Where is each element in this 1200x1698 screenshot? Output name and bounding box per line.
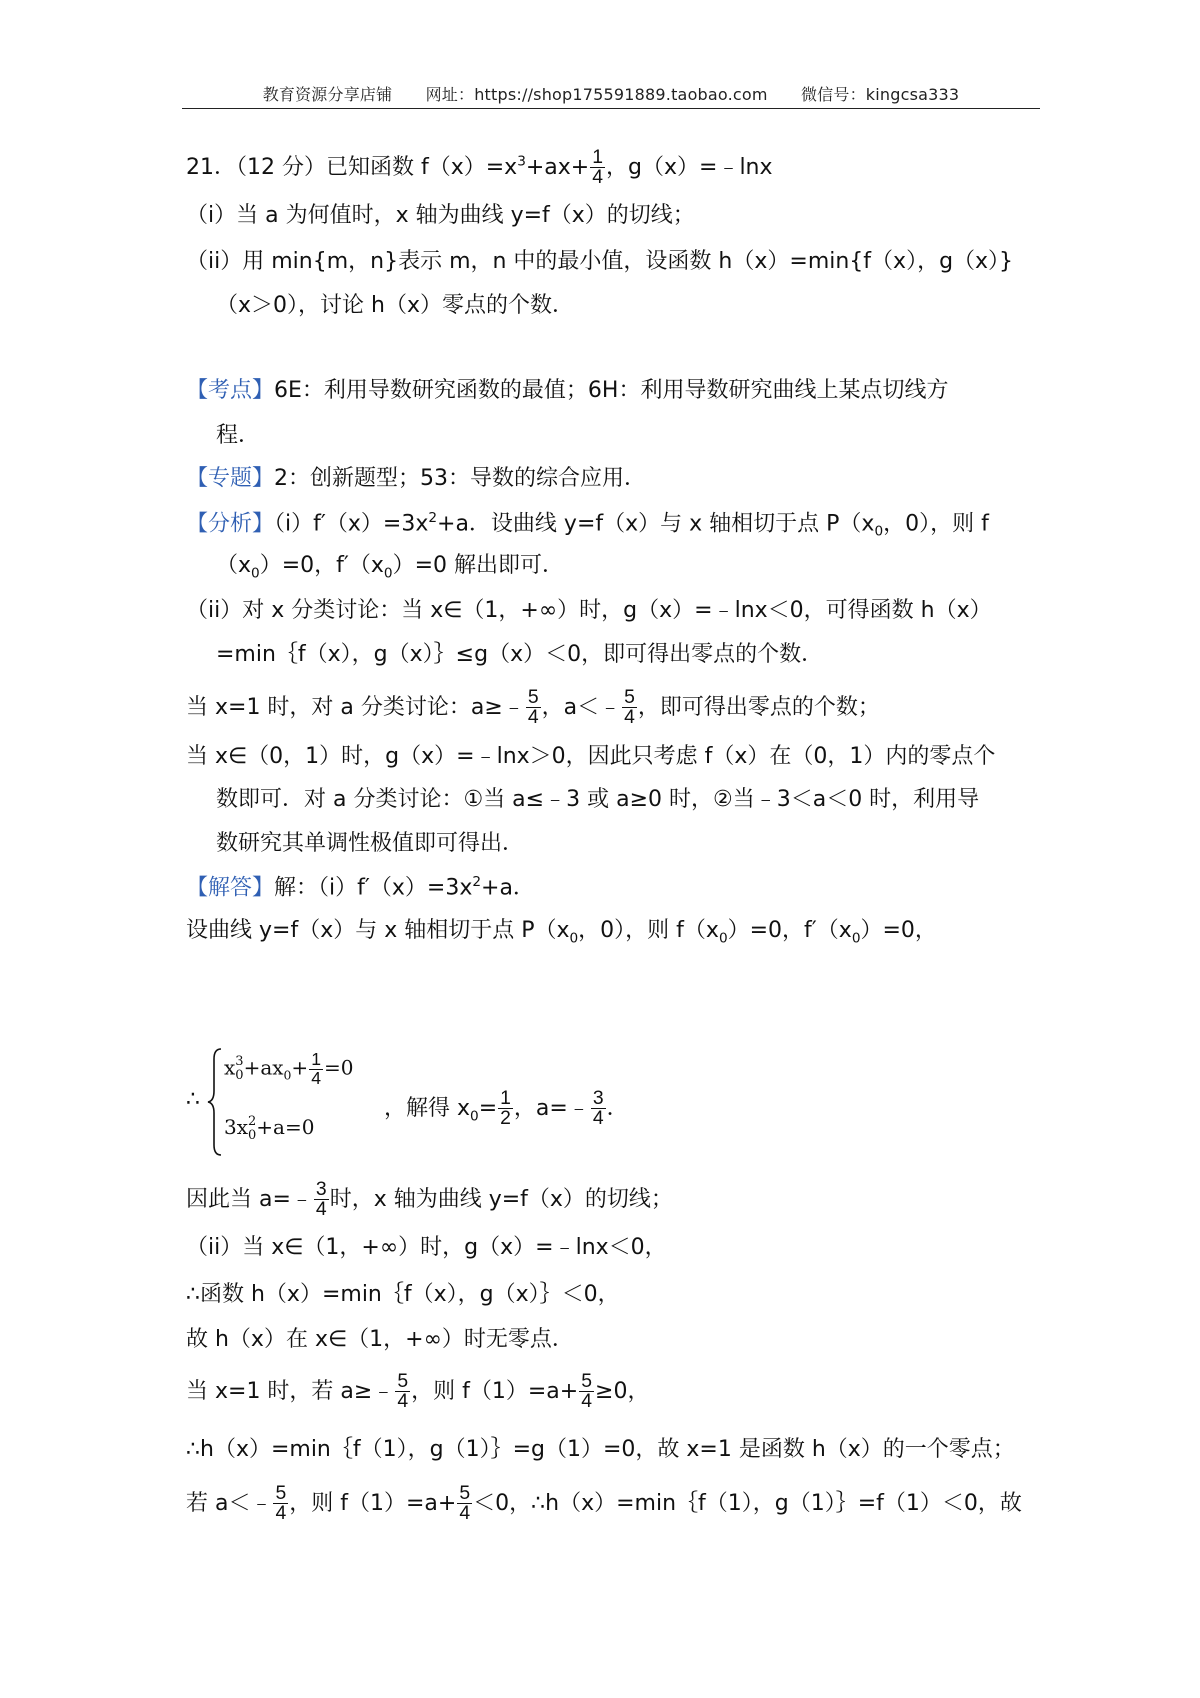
shop-url: 网址：https://shop175591889.taobao.com: [425, 85, 768, 104]
jieda-text: ．: [606, 1095, 629, 1121]
jieda-line-2: [186, 918, 937, 947]
subscript: 0: [470, 1108, 479, 1125]
fraction: [622, 688, 637, 728]
fenxi-tag: 【分析】: [186, 511, 275, 537]
problem-text: 21．（12 分）已知函数 f（x）=x: [186, 154, 518, 180]
jieda-text: 时，x 轴为曲线 y=f（x）的切线；: [329, 1186, 673, 1212]
subscript: 0: [235, 1068, 244, 1084]
kaodian-text: 6E：利用导数研究函数的最值；6H：利用导数研究曲线上某点切线方: [274, 378, 949, 403]
numerator: 5: [624, 686, 635, 708]
numerator: 1: [311, 1049, 321, 1069]
problem-part-i: （i）当 a 为何值时，x 轴为曲线 y=f（x）的切线；: [186, 203, 695, 228]
numerator: 5: [527, 686, 539, 708]
exponent: 2: [428, 510, 438, 526]
exponent: 3: [517, 153, 526, 170]
page-header: [182, 82, 1040, 109]
numerator: 5: [581, 1370, 593, 1392]
jieda-text: ）=0，f′（x: [727, 918, 852, 943]
jieda-line-7: 故 h（x）在 x∈（1，+∞）时无零点．: [186, 1327, 574, 1352]
fenxi-text: ，a＜﹣: [541, 694, 622, 720]
denominator: 2: [500, 1107, 511, 1130]
jieda-text: ，解得 x: [384, 1095, 471, 1121]
denominator: 4: [311, 1067, 321, 1088]
jieda-line-1: [186, 874, 535, 902]
numerator: 5: [459, 1482, 471, 1504]
zhuanti-tag: 【专题】: [186, 466, 275, 491]
jieda-text: ）=0，: [860, 918, 937, 943]
jieda-text: 若 a＜﹣: [186, 1490, 273, 1516]
denominator: 4: [592, 1107, 604, 1130]
numerator: 1: [592, 146, 604, 168]
kaodian-line: [186, 378, 948, 404]
jieda-text: +a．: [481, 875, 535, 901]
problem-text: +ax+: [525, 154, 590, 180]
denominator: 4: [459, 1502, 471, 1525]
eq-term: +ax: [243, 1055, 284, 1080]
problem-text: ，g（x）=﹣lnx: [606, 154, 773, 180]
shop-name: 教育资源分享店铺: [262, 85, 393, 104]
jieda-text: ，0），则 f（x: [578, 918, 719, 943]
fenxi-text: ，0），则 f: [883, 511, 989, 537]
fenxi-text: +a．设曲线 y=f（x）与 x 轴相切于点 P（x: [437, 511, 875, 537]
solution-text: [384, 1089, 629, 1129]
equation-2: [224, 1115, 314, 1142]
denominator: 4: [592, 166, 604, 189]
fenxi-line-8: 数研究其单调性极值即可得出．: [216, 831, 525, 856]
eq-term: +: [291, 1055, 309, 1080]
equation-system: [186, 1047, 629, 1157]
fenxi-line-2: [216, 553, 564, 582]
jieda-text: ≥0，: [595, 1378, 650, 1404]
jieda-text: 设曲线 y=f（x）与 x 轴相切于点 P（x: [186, 918, 570, 943]
jieda-line-8: [186, 1372, 649, 1412]
denominator: 4: [624, 706, 635, 729]
jieda-tag: 【解答】: [186, 875, 275, 901]
problem-title: [186, 148, 773, 188]
jieda-text: ＜0，∴h（x）=min｛f（1），g（1）｝=f（1）＜0，故: [473, 1490, 1022, 1516]
fenxi-text: ，即可得出零点的个数；: [637, 694, 880, 720]
kaodian-cont: 程．: [216, 423, 261, 448]
fenxi-line-6: 当 x∈（0，1）时，g（x）=﹣lnx＞0，因此只考虑 f（x）在（0，1）内的零点个: [186, 744, 996, 769]
therefore-symbol: ∴: [186, 1087, 200, 1112]
problem-part-ii: （ii）用 min{m，n}表示 m，n 中的最小值，设函数 h（x）=min{f（x），g（x）}: [186, 249, 1014, 274]
numerator: 1: [500, 1087, 511, 1109]
fraction: [457, 1484, 472, 1524]
kaodian-tag: 【考点】: [186, 378, 275, 403]
fraction: [591, 1089, 606, 1129]
denominator: 4: [527, 706, 539, 729]
exponent: 3: [235, 1054, 244, 1070]
jieda-line-9: ∴h（x）=min｛f（1），g（1）｝=g（1）=0，故 x=1 是函数 h（x）的一个零点；: [186, 1437, 1015, 1462]
equation-1: [224, 1051, 353, 1087]
subscript: 0: [851, 930, 861, 947]
fenxi-text: ）=0，f′（x: [259, 553, 384, 578]
jieda-text: 解：（i）f′（x）=3x: [274, 875, 473, 901]
jieda-text: 因此当 a=﹣: [186, 1186, 313, 1212]
numerator: 5: [397, 1370, 409, 1392]
jieda-text: ，则 f（1）=a+: [289, 1490, 457, 1516]
fenxi-line-4: =min｛f（x），g（x）｝≤g（x）＜0，即可得出零点的个数．: [216, 642, 824, 667]
fenxi-line-1: [186, 510, 989, 540]
problem-part-ii-cont: （x＞0），讨论 h（x）零点的个数．: [216, 293, 574, 318]
subscript: 0: [569, 930, 579, 947]
fenxi-text: （i）f′（x）=3x: [274, 511, 429, 537]
fraction: [590, 148, 605, 188]
jieda-line-5: （ii）当 x∈（1，+∞）时，g（x）=﹣lnx＜0，: [186, 1235, 667, 1260]
subscript: 0: [251, 565, 260, 582]
fraction: [498, 1089, 513, 1129]
jieda-line-6: ∴函数 h（x）=min｛f（x），g（x）｝＜0，: [186, 1282, 620, 1307]
eq-term: 3x: [224, 1115, 249, 1140]
subscript: 0: [383, 565, 393, 582]
jieda-text: ，a=﹣: [513, 1095, 590, 1121]
fenxi-line-5: [186, 688, 880, 728]
fraction: [314, 1180, 329, 1220]
fenxi-text: （x: [216, 553, 252, 578]
numerator: 3: [315, 1178, 327, 1200]
jieda-text: 当 x=1 时，若 a≥﹣: [186, 1378, 395, 1404]
denominator: 4: [581, 1390, 593, 1413]
subscript: 0: [283, 1067, 292, 1083]
fraction: [309, 1051, 323, 1087]
eq-term: =0: [323, 1055, 354, 1080]
subscript: 0: [718, 930, 728, 947]
subscript: 0: [248, 1127, 257, 1143]
zhuanti-line: [186, 466, 646, 492]
exponent: 2: [248, 1114, 257, 1129]
jieda-text: ，则 f（1）=a+: [411, 1378, 579, 1404]
fenxi-line-3: （ii）对 x 分类讨论：当 x∈（1，+∞）时，g（x）=﹣lnx＜0，可得函数 h（x）: [186, 598, 992, 623]
fraction: [395, 1372, 410, 1412]
fraction: [273, 1484, 288, 1524]
eq-term: x: [224, 1055, 236, 1080]
jieda-text: =: [478, 1095, 498, 1121]
numerator: 5: [275, 1482, 287, 1504]
denominator: 4: [397, 1390, 409, 1413]
fenxi-text: ）=0 解出即可．: [392, 553, 565, 578]
fenxi-text: 当 x=1 时，对 a 分类讨论：a≥﹣: [186, 694, 525, 720]
denominator: 4: [315, 1198, 327, 1221]
fraction: [526, 688, 541, 728]
zhuanti-text: 2：创新题型；53：导数的综合应用．: [274, 466, 647, 491]
jieda-line-10: [186, 1484, 1022, 1524]
fenxi-line-7: 数即可．对 a 分类讨论：①当 a≤﹣3 或 a≥0 时，②当﹣3＜a＜0 时，利用导: [216, 787, 980, 812]
numerator: 3: [592, 1087, 604, 1109]
denominator: 4: [275, 1502, 287, 1525]
fraction: [579, 1372, 594, 1412]
left-brace-icon: [206, 1047, 224, 1157]
subscript: 0: [874, 523, 884, 540]
jieda-line-4: [186, 1180, 673, 1220]
eq-term: +a=0: [256, 1115, 315, 1140]
wechat-id: 微信号：kingcsa333: [800, 85, 960, 104]
exponent: 2: [472, 874, 482, 890]
